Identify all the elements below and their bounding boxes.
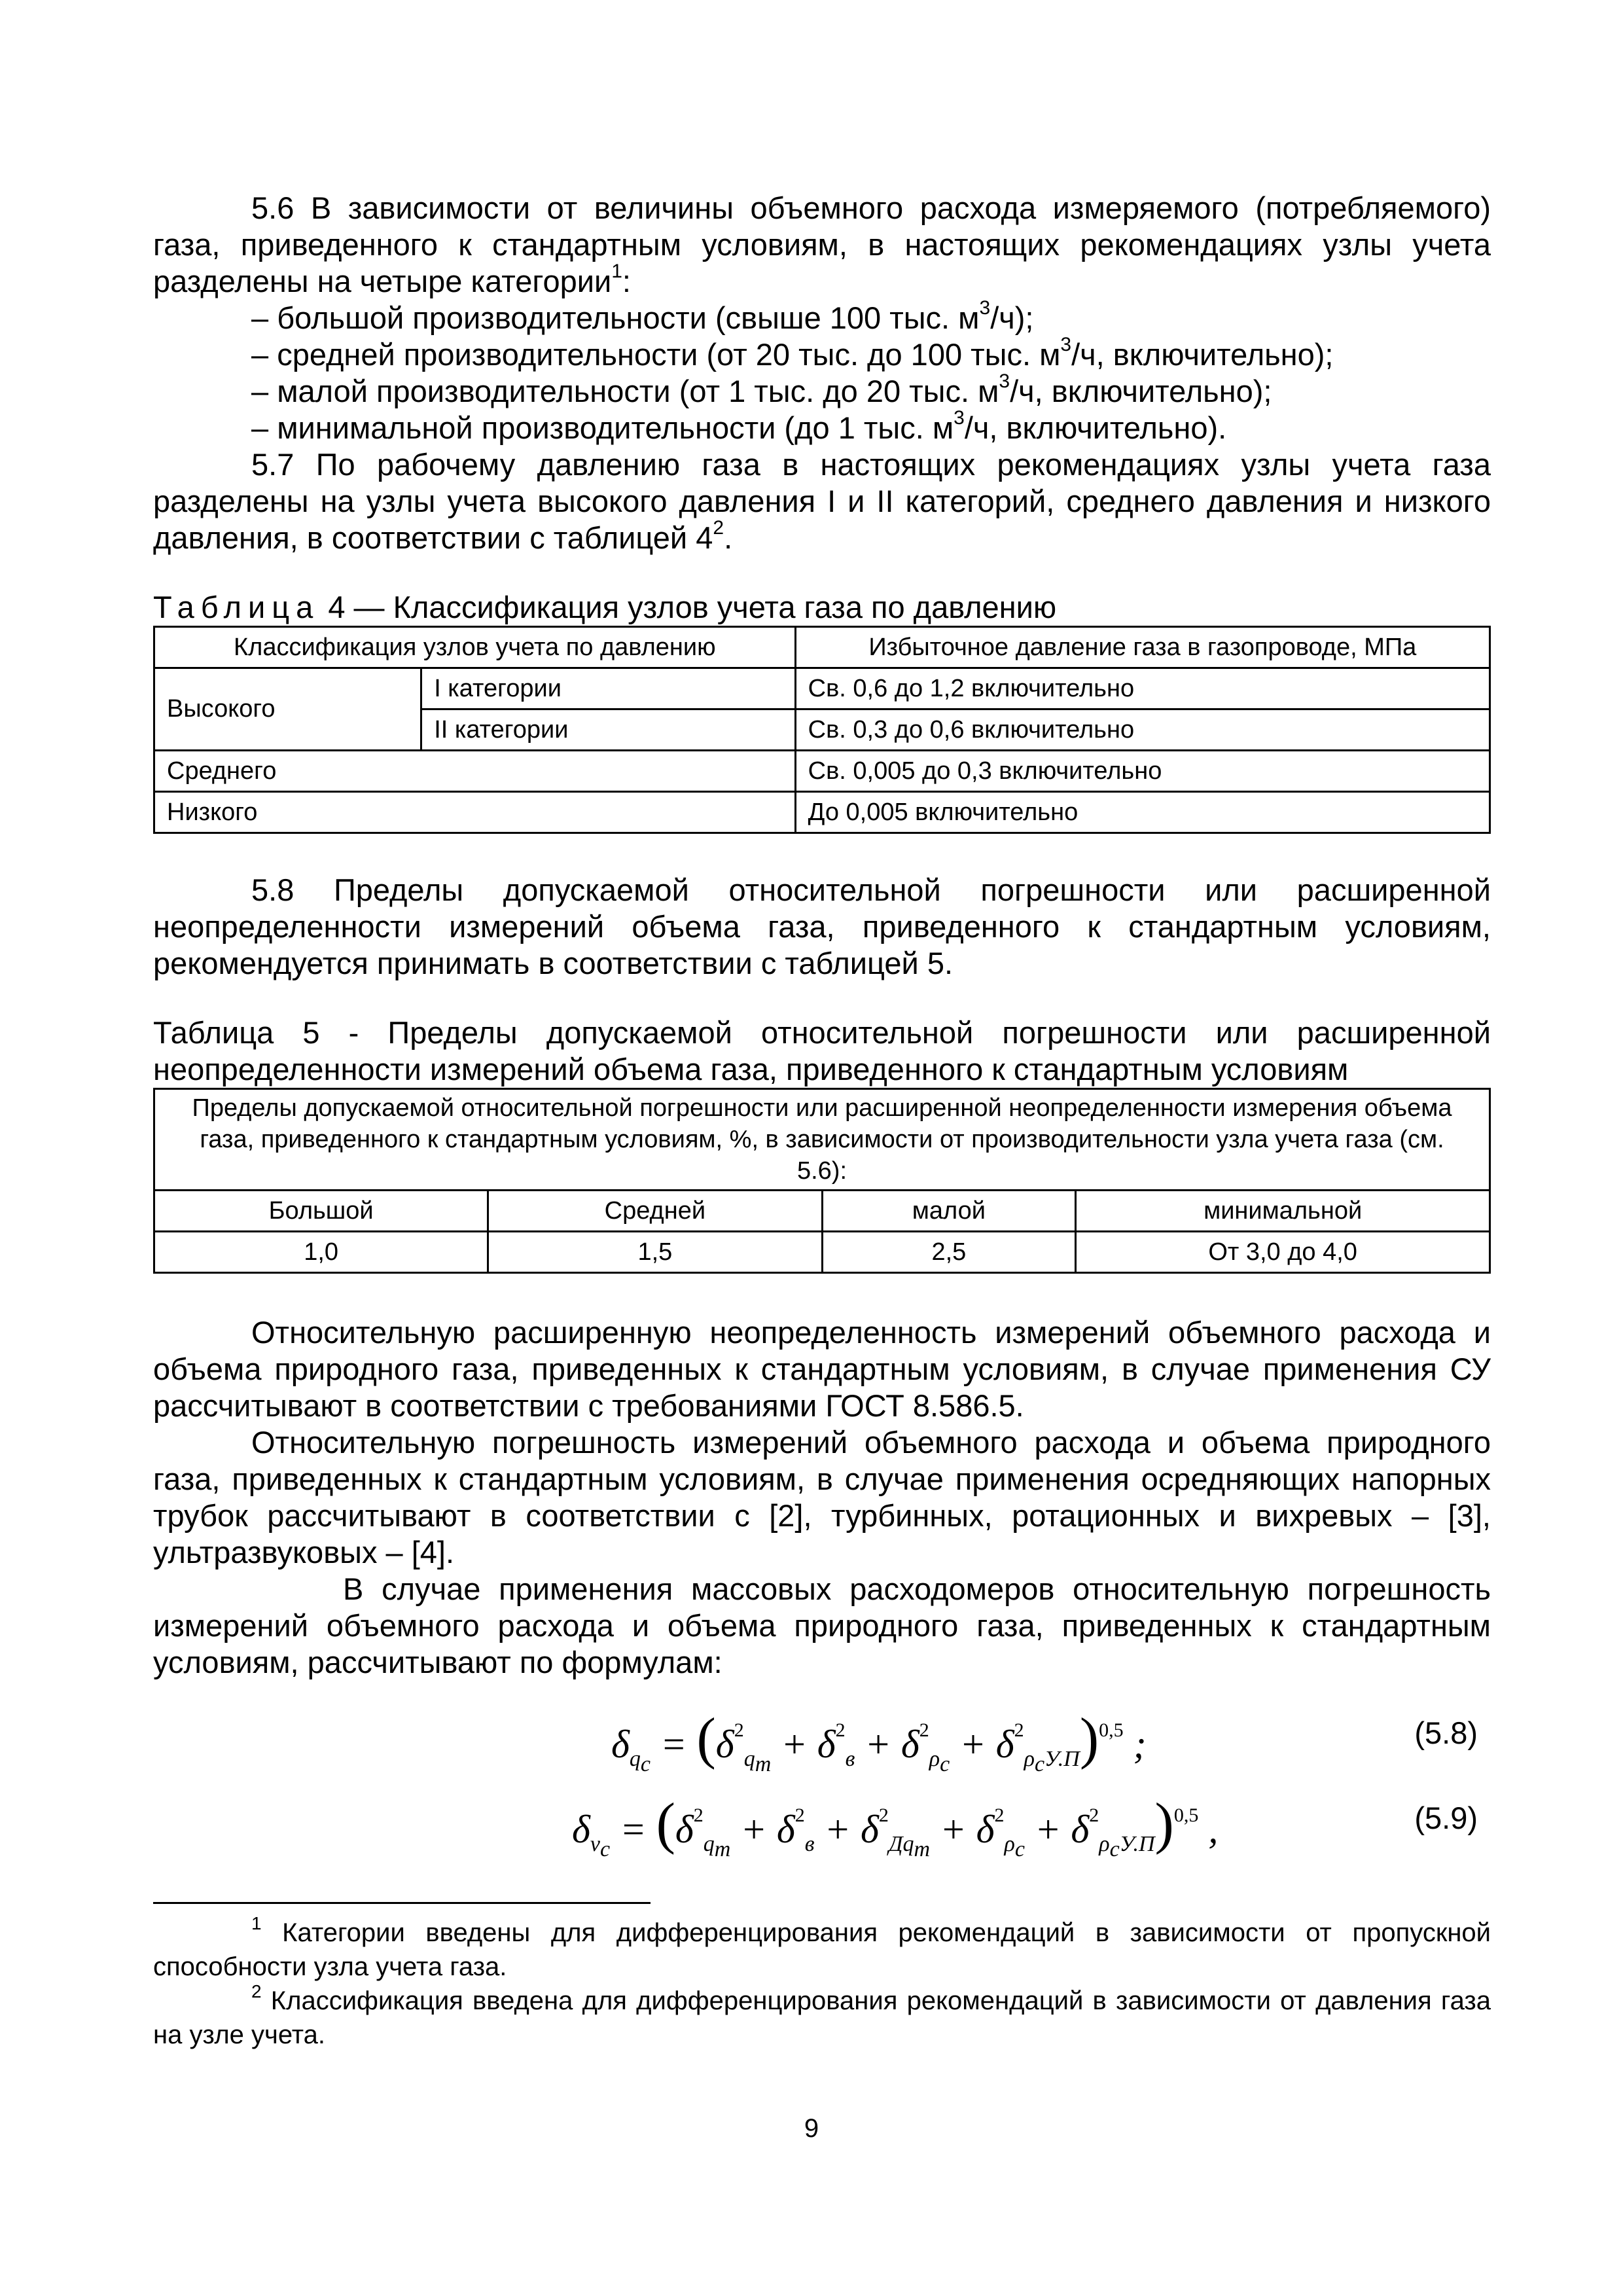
formula-5-9-expression: $\delta_{v_c} = (\delta^2_{q_m} + \delta^2_в + \delta^2_{Дq_m} + \delta^2_{\rho_c} + \delta^2_{\rho_cУ.П})^{0,5}$ , <box>572 1792 1219 1861</box>
paragraph-relative-uncertainty: Относительную расширенную неопределенность измерений объемного расхода и объема природного газа, приведенных к стандартным условиям, в случае применения СУ рассчитывают в соответствии с требованиями ГОСТ 8.586.5. <box>153 1315 1491 1423</box>
paragraph-5-8: 5.8 Пределы допускаемой относительной погрешности или расширенной неопределенности измерений объема газа, приведенного к стандартным условиям, рекомендуется принимать в соответствии с таблицей 5. <box>153 872 1491 980</box>
table-5-value: 1,0 <box>154 1232 488 1273</box>
superscript: 3 <box>954 407 965 429</box>
table-5-column-header: Большой <box>154 1191 488 1232</box>
formula-5-9 <box>153 1771 1491 1861</box>
formula-5-8 <box>153 1686 1491 1776</box>
footnote-2-mark: 2 <box>251 1981 262 2001</box>
spacer <box>153 1274 1491 1314</box>
footnote-1-text: Категории введены для дифференцирования рекомендаций в зависимости от пропускной способности узла учета газа. <box>153 1918 1491 1981</box>
table-4-group: Среднего <box>154 751 796 792</box>
footnote-2-text: Классификация введена для дифференцирования рекомендаций в зависимости от давления газа на узле учета. <box>153 1986 1491 2049</box>
document-page <box>153 190 1491 2052</box>
table-4-sub: I категории <box>421 668 795 709</box>
list-item <box>153 407 1491 446</box>
list-item-text: – минимальной производительности (до 1 тыс. м <box>251 410 954 445</box>
paragraph-5-6-end: : <box>622 264 631 298</box>
list-item <box>153 370 1491 410</box>
footnote-1 <box>153 1913 1491 1984</box>
table-4-caption-word: Таблица <box>153 590 320 624</box>
table-5-header: Пределы допускаемой относительной погрешности или расширенной неопределенности измерения объема газа, приведенного к стандартным условиям, %, в зависимости от производительности узла учета газа (см. 5.6): <box>154 1089 1490 1191</box>
list-item-end: /ч); <box>990 300 1034 335</box>
formula-5-8-number: (5.8) <box>1414 1715 1478 1750</box>
formula-5-8-expression: $\delta_{q_c} = (\delta^2_{q_m} + \delta^2_в + \delta^2_{\rho_c} + \delta^2_{\rho_cУ.П})^{0,5}$ ; <box>611 1707 1147 1776</box>
paragraph-5-6 <box>153 190 1491 300</box>
table-5-value: 1,5 <box>488 1232 822 1273</box>
table-5-column-header: малой <box>822 1191 1076 1232</box>
paragraph-5-7-end: . <box>724 520 733 555</box>
list-item <box>153 297 1491 336</box>
paragraph-5-7 <box>153 446 1491 556</box>
formula-5-9-number: (5.9) <box>1414 1801 1478 1835</box>
list-item-end: /ч, включительно); <box>1071 337 1334 372</box>
paragraph-5-6-text: 5.6 В зависимости от величины объемного расхода измеряемого (потребляемого) газа, приведенного к стандартным условиям, в настоящих рекомендациях узлы учета разделены на четыре категории <box>153 190 1491 298</box>
table-4-header-2: Избыточное давление газа в газопроводе, МПа <box>795 627 1489 668</box>
table-4-value: Св. 0,005 до 0,3 включительно <box>795 751 1489 792</box>
table-4-header-1: Классификация узлов учета по давлению <box>154 627 796 668</box>
paragraph-relative-error: Относительную погрешность измерений объемного расхода и объема природного газа, приведенных к стандартным условиям, в случае применения осредняющих напорных трубок рассчитывают в соответствии с [2], турбинных, ротационных и вихревых – [3], ультразвуковых – [4]. <box>153 1425 1491 1570</box>
spacer <box>153 556 1491 589</box>
list-item-end: /ч, включительно). <box>964 410 1227 445</box>
list-item-end: /ч, включительно); <box>1010 374 1272 408</box>
list-item-text: – большой производительности (свыше 100 тыс. м <box>251 300 980 335</box>
spacer <box>153 1904 1491 1916</box>
table-5-value: От 3,0 до 4,0 <box>1076 1232 1490 1273</box>
table-4-group-high: Высокого <box>154 668 421 751</box>
paragraph-mass-flowmeters: В случае применения массовых расходомеров относительную погрешность измерений объемного расхода и объема природного газа, приведенных к стандартным условиям, рассчитывают по формулам: <box>153 1571 1491 1679</box>
footnote-ref-2[interactable]: 2 <box>713 517 724 539</box>
table-4-value: Св. 0,6 до 1,2 включительно <box>795 668 1489 709</box>
list-item <box>153 336 1491 373</box>
table-5-caption: Таблица 5 - Пределы допускаемой относительной погрешности или расширенной неопределенности измерений объема газа, приведенного к стандартным условиям <box>153 1015 1491 1086</box>
footnote-2 <box>153 1981 1491 2052</box>
table-5-column-header: минимальной <box>1076 1191 1490 1232</box>
table-4-caption <box>153 589 1491 626</box>
list-item-text: – средней производительности (от 20 тыс. до 100 тыс. м <box>251 337 1061 372</box>
table-4-value: Св. 0,3 до 0,6 включительно <box>795 709 1489 751</box>
spacer <box>153 982 1491 1014</box>
table-5 <box>153 1088 1491 1274</box>
table-4 <box>153 626 1491 834</box>
superscript: 3 <box>999 370 1010 392</box>
formula-exponent: 0,5 <box>1099 1719 1124 1741</box>
table-4-sub: II категории <box>421 709 795 751</box>
paragraph-5-7-text: 5.7 По рабочему давлению газа в настоящих рекомендациях узлы учета газа разделены на узлы учета высокого давления I и II категорий, среднего давления и низкого давления, в соответствии с таблицей 4 <box>153 447 1491 555</box>
superscript: 3 <box>1060 334 1072 355</box>
table-4-caption-rest: 4 — Классификация узлов учета газа по давлению <box>319 590 1057 624</box>
spacer <box>153 834 1491 872</box>
page-number: 9 <box>804 2114 819 2143</box>
table-5-value: 2,5 <box>822 1232 1076 1273</box>
table-4-value: До 0,005 включительно <box>795 792 1489 833</box>
footnote-1-mark: 1 <box>251 1913 262 1933</box>
footnote-ref-1[interactable]: 1 <box>611 260 622 282</box>
table-5-column-header: Средней <box>488 1191 822 1232</box>
superscript: 3 <box>979 297 991 319</box>
table-4-group: Низкого <box>154 792 796 833</box>
formula-exponent: 0,5 <box>1173 1804 1199 1826</box>
list-item-text: – малой производительности (от 1 тыс. до 20 тыс. м <box>251 374 999 408</box>
